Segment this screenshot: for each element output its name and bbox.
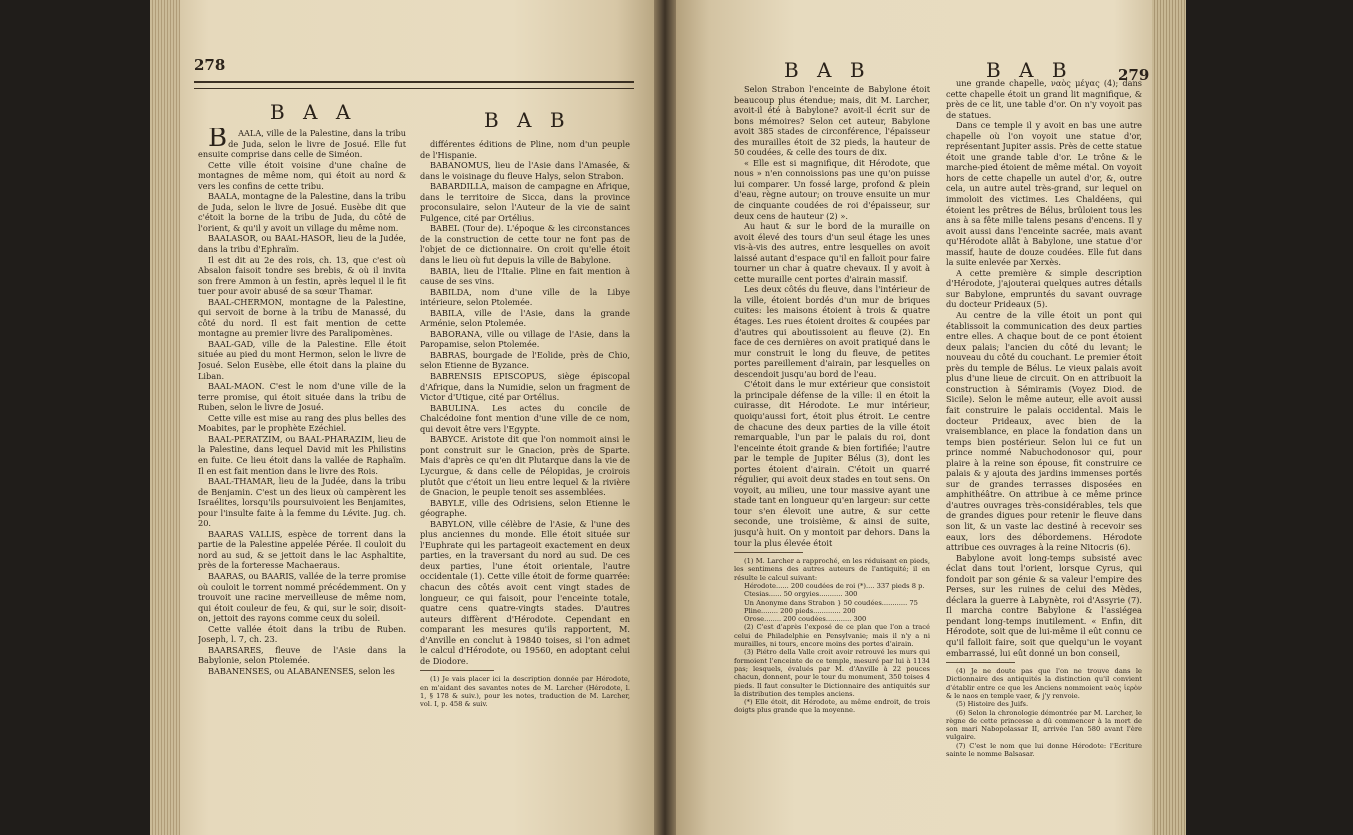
paragraph: Selon Strabon l'enceinte de Babylone étoit beaucoup plus étendue; mais, dit M. Larcher, avoit-il été à Babylone? avoit-il écrit sur de bons mémoires? Selon cet auteur, Babylone avoit 385 stades de circonférence, l'épaisseur des murailles étoit de 32 pieds, la hauteur de 50 coudées, & celle des tours de dix. — [734, 84, 930, 158]
paragraph: BABYLON, ville célèbre de l'Asie, & l'une des plus anciennes du monde. Elle étoit située sur l'Euphrate qui les partageoit exactement en deux parties, en la traversant du nord au sud. De ces deux parties, l'une étoit orientale, l'autre occidentale (1). Cette ville étoit de forme quarrée: chacun des côtés avoit cent vingt stades de longueur, ce qui faisoit, pour l'enceinte totale, quatre cens quatre-vingts stades. D'autres auteurs diffèrent d'Hérodote. Cependant en comparant les mesures qu'ils rapportent, M. d'Anville en conclut à 19840 toises, si l'on admet le calcul d'Hérodote, ou 19560, en adoptant celui de Diodore. — [420, 518, 630, 666]
left-page — [180, 0, 654, 835]
right-page-edges — [1152, 0, 1186, 835]
paragraph: BAAL-MAON. C'est le nom d'une ville de la terre promise, qui étoit située dans la tribu de Ruben, selon le livre de Josué. — [198, 381, 406, 413]
footnote-rule — [946, 662, 1015, 663]
footnotes — [946, 667, 1142, 758]
footnote-rule — [420, 670, 494, 671]
paragraph: BAARAS VALLIS, espèce de torrent dans la partie de la Palestine appelée Pérée. Il couloit du nord au sud, & se jettoit dans le lac Asphaltite, près de la forteresse Machaeraus. — [198, 528, 406, 571]
footnote: Hérodote...... 200 coudées de roi (*).... 337 pieds 8 p. — [744, 581, 925, 590]
running-head: B A A — [270, 100, 357, 124]
paragraph: BAAL-GAD, ville de la Palestine. Elle étoit située au pied du mont Hermon, selon le livre de Josué. Selon Eusèbe, elle étoit dans la plaine du Liban. — [198, 338, 406, 381]
footnote: (2) C'est d'après l'exposé de ce plan que l'on a tracé celui de Philadelphie en Pensylvanie; mais il n'y a ni murailles, ni tours, encore moins des portes d'airain. — [734, 623, 930, 649]
footnote: (7) C'est le nom que lui donne Hérodote: l'Ecriture sainte le nomme Balsasar. — [946, 741, 1142, 759]
paragraph: une grande chapelle, ναὸς μέγας (4); dans cette chapelle étoit un grand lit magnifique, & près de ce lit, une table d'or. On n'y voyoit pas de statues. — [946, 78, 1142, 120]
paragraph: A cette première & simple description d'Hérodote, j'ajouterai quelques autres détails sur Babylone, empruntés du savant ouvrage du docteur Prideaux (5). — [946, 267, 1142, 310]
paragraph: Au haut & sur le bord de la muraille on avoit élevé des tours d'un seul étage les unes vis-à-vis des autres, entre lesquelles on avoit laissé autant d'espace qu'il en falloit pour faire tourner un char à quatre chevaux. Il y avoit à cette muraille cent portes d'airain massif. — [734, 221, 930, 284]
paragraph: BAALASOR, ou BAAL-HASOR, lieu de la Judée, dans la tribu d'Ephraïm. — [198, 233, 406, 255]
paragraph: BABANENSES, ou ALABANENSES, selon les — [208, 665, 395, 676]
paragraph: BAAL-PERATZIM, ou BAAL-PHARAZIM, lieu de la Palestine, dans lequel David mit les Philistins en fuite. Ce lieu étoit dans la vallée de Raphaïm. Il en est fait mention dans le livre des Rois. — [198, 433, 406, 476]
paragraph: Les deux côtés du fleuve, dans l'intérieur de la ville, étoient bordés d'un mur de briques cuites: les maisons étoient à trois & quatre étages. Les rues étoient droites & coupées par d'autres qui aboutissoient au fleuve (2). En face de ces dernières on avoit pratiqué dans le mur construit le long du fleuve, de petites portes pareillement d'airain, par lesquelles on descendoit jusqu'au bord de l'eau. — [734, 284, 930, 379]
paragraph: C'étoit dans le mur extérieur que consistoit la principale défense de la ville: il en étoit la cuirasse, dit Hérodote. Le mur intérieur, quoiqu'aussi fort, étoit plus étroit. Le centre de chacune des deux parties de la ville étoit remarquable, l'un par le palais du roi, dont l'enceinte étoit grande & bien fortifiée; l'autre par le temple de Jupiter Bélus (3), dont les portes étoient d'airain. C'étoit un quarré régulier, qui avoit deux stades en tout sens. On voyoit, au milieu, une tour massive ayant une stade tant en longueur qu'en largeur: sur cette tour s'en élevoit une autre, & sur cette seconde, une troisième, & ainsi de suite, jusqu'à huit. On y montoit par dehors. Dans la tour la plus élevée étoit — [734, 379, 930, 548]
paragraph: BABANOMUS, lieu de l'Asie dans l'Amasée, & dans le voisinage du fleuve Halys, selon Strabon. — [420, 160, 630, 181]
paragraph: BABIA, lieu de l'Italie. Pline en fait mention à cause de ses vins. — [420, 265, 630, 287]
footnote: (*) Elle étoit, dit Hérodote, au même endroit, de trois doigts plus grande que la moyenne. — [734, 698, 930, 715]
paragraph: BABORANA, ville ou village de l'Asie, dans la Paropamise, selon Ptolemée. — [420, 328, 630, 350]
left-page-edges — [150, 0, 180, 835]
footnote: Ctesias...... 50 orgyies........... 300 — [744, 590, 858, 599]
text-column — [420, 139, 630, 829]
column-body — [946, 78, 1142, 658]
paragraph: BAARAS, ou BAARIS, vallée de la terre promise où couloit le torrent nommé précédemment. On y trouvoit une racine merveilleuse de même nom, qui étoit couleur de feu, & qui, sur le soir, disoit-on, jettoit des rayons comme ceux du soleil. — [198, 570, 406, 624]
paragraph: Cette ville étoit voisine d'une chaîne de montagnes de même nom, qui étoit au nord & vers les confins de cette tribu. — [198, 159, 406, 191]
text-column — [946, 78, 1142, 829]
footnote: Pline........ 200 pieds............. 200 — [744, 606, 856, 615]
paragraph: BAARSARES, fleuve de l'Asie dans la Babylonie, selon Ptolemée. — [198, 644, 406, 666]
paragraph: « Elle est si magnifique, dit Hérodote, que nous » n'en connoissions pas une qu'on puisse lui comparer. Un fossé large, profond & plein d'eau, règne autour; on trouve ensuite un mur de cinquante coudées de roi d'épaisseur, sur deux cens de hauteur (2) ». — [734, 157, 930, 221]
footnote: (4) Je ne doute pas que l'on ne trouve dans le Dictionnaire des antiquités la distinction qu'il convient d'établir entre ce que les Anciens nommoient ναὸς ἱερὸν & le naos en temple vaer, & j'y renvoie. — [946, 667, 1142, 700]
footnotes — [734, 557, 930, 715]
paragraph: BAALA, montagne de la Palestine, dans la tribu de Juda, selon le livre de Josué. Eusèbe dit que c'étoit la borne de la tribu de Juda, du côté de l'orient, & qu'il y avoit un village du même nom. — [198, 191, 406, 233]
footnote: (1) M. Larcher a rapproché, en les réduisant en pieds, les sentimens des autres auteurs de l'antiquité; il en résulte le calcul suivant: — [734, 557, 930, 582]
page-number: 278 — [194, 56, 226, 74]
paragraph: BABRENSIS EPISCOPUS, siège épiscopal d'Afrique, dans la Numidie, selon un fragment de Victor d'Utique, cité par Ortélius. — [420, 371, 630, 403]
running-head: B A B — [784, 58, 871, 82]
paragraph: différentes éditions de Pline, nom d'un peuple de l'Hispanie. — [420, 139, 630, 160]
footnote: (6) Selon la chronologie démontrée par M. Larcher, le règne de cette princesse a dû commencer à la mort de son mari Nabopolassar II, arrivée l'an 580 avant l'ère vulgaire. — [946, 708, 1142, 742]
paragraph: Cette vallée étoit dans la tribu de Ruben. Joseph, l. 7, ch. 23. — [198, 623, 406, 645]
paragraph: BAALA, ville de la Palestine, dans la tribu de Juda, selon le livre de Josué. Elle fut ensuite comprise dans celle de Siméon. — [198, 128, 406, 160]
paragraph: BABYLE, ville des Odrisiens, selon Etienne le géographe. — [420, 497, 630, 519]
paragraph: BABILDA, nom d'une ville de la Libye intérieure, selon Ptolemée. — [420, 286, 630, 308]
text-column — [198, 128, 406, 830]
footnote: (3) Piétro della Valle croit avoir retrouvé les murs qui formoient l'enceinte de ce temple, mesuré par lui à 1134 pas; lesquels, évalués par M. d'Anville à 22 pouces chacun, donnent, pour le tour du monument, 350 toises 4 pieds. Il faut consulter le Dictionnaire des antiquités sur la distribution des temples anciens. — [734, 648, 930, 698]
paragraph: BABARDILLA, maison de campagne en Afrique, dans le territoire de Sicca, dans la province proconsulaire, selon l'Auteur de la vie de saint Fulgence, cité par Ortélius. — [420, 181, 630, 223]
column-body — [734, 84, 930, 548]
page-number: 279 — [1118, 66, 1150, 84]
header-rule — [194, 81, 634, 89]
paragraph: BAAL-THAMAR, lieu de la Judée, dans la tribu de Benjamin. C'est un des lieux où campèrent les Israélites, lorsqu'ils poursuivoient les Benjamites, pour l'insulte faite à la femme du Lévite. Jug. ch. 20. — [198, 476, 406, 529]
paragraph: Cette ville est mise au rang des plus belles des Moabites, par le prophète Ezéchiel. — [198, 412, 406, 434]
paragraph: BABULINA. Les actes du concile de Chalcédoine font mention d'une ville de ce nom, qui devoit être vers l'Egypte. — [420, 402, 630, 434]
paragraph: Il est dit au 2e des rois, ch. 13, que c'est où Absalon faisoit tondre ses brebis, & où il invita son frere Ammon à un festin, après lequel il le fit tuer pour avoir abusé de sa sœur Thamar. — [198, 254, 406, 297]
right-page — [676, 0, 1152, 835]
footnote: (5) Histoire des Juifs. — [956, 700, 1029, 709]
paragraph: Au centre de la ville étoit un pont qui établissoit la communication des deux parties entre elles. A chaque bout de ce pont étoient deux palais; l'ancien du côté du levant; le nouveau du côté du couchant. Le premier étoit près du temple de Bélus. Le vieux palais avoit plus d'une lieue de circuit. On en attribuoit la construction à Sémiramis (Voyez Diod. de Sicile). Selon le même auteur, elle avoit aussi fait construire le palais occidental. Mais le docteur Prideaux, avec bien de la vraisemblance, en place la fondation dans un temps bien postérieur. Selon lui ce fut un prince nommé Nabuchodonosor qui, pour plaire à la reine son épouse, fit construire ce palais & y ajouta des jardins immenses portés sur de grandes terrasses disposées en amphithéâtre. On attribue à ce même prince d'autres ouvrages très-considérables, tels que de grandes digues pour retenir le fleuve dans son lit, & un vaste lac destiné à recevoir ses eaux, lors des débordemens. Hérodote attribue ces ouvrages à la reine Nitocris (6). — [946, 310, 1142, 553]
paragraph: BABEL (Tour de). L'époque & les circonstances de la construction de cette tour ne font pas de l'objet de ce dictionnaire. On croit qu'elle étoit dans le lieu où fut depuis la ville de Babylone. — [420, 223, 630, 266]
footnote: (1) Je vais placer ici la description donnée par Hérodote, en m'aidant des savantes notes de M. Larcher (Hérodote, l. 1, § 178 & suiv.), pour les notes, traduction de M. Larcher, vol. I, p. 458 & suiv. — [420, 675, 630, 709]
text-column — [734, 84, 930, 829]
footnote: Un Anonyme dans Strabon } 50 coudées............ 75 — [744, 598, 918, 607]
paragraph: BABYCE. Aristote dit que l'on nommoit ainsi le pont construit sur le Gnacion, près de Sparte. Mais d'après ce qu'en dit Plutarque dans la vie de Lycurgue, & dans celle de Pélopidas, je croirois plutôt que c'étoit un lieu entre lequel & la rivière de Gnacion, le peuple tenoit ses assemblées. — [420, 434, 630, 498]
paragraph: BAAL-CHERMON, montagne de la Palestine, qui servoit de borne à la tribu de Manassé, du côté du nord. Il est fait mention de cette montagne au premier livre des Paralipomènes. — [198, 296, 406, 339]
paragraph: BABILA, ville de l'Asie, dans la grande Arménie, selon Ptolemée. — [420, 307, 630, 329]
footnote-rule — [734, 552, 803, 553]
paragraph: Babylone avoit long-temps subsisté avec éclat dans tout l'orient, lorsque Cyrus, qui fondoit par son génie & sa valeur l'empire des Perses, sur les ruines de celui des Mèdes, déclara la guerre à Labynète, roi d'Assyrie (7). Il marcha contre Babylone & l'assiégea pendant long-temps inutilement. « Enfin, dit Hérodote, soit que de lui-même il eût connu ce qu'il falloit faire, soit que quelqu'un le voyant embarrassé, lui eût donné un bon conseil, — [946, 552, 1142, 658]
running-head: B A B — [484, 108, 571, 132]
paragraph: BABRAS, bourgade de l'Eolide, près de Chio, selon Etienne de Byzance. — [420, 349, 630, 371]
book-gutter — [654, 0, 676, 835]
running-head: B A B — [986, 58, 1073, 82]
paragraph: Dans ce temple il y avoit en bas une autre chapelle où l'on voyoit une statue d'or, représentant Jupiter assis. Près de cette statue étoit une grande table d'or. Le trône & le marche-pied étoient de même métal. On voyoit hors de cette chapelle un autel d'or, &, outre cela, un autre autel très-grand, sur lequel on immoloit des victimes. Les Chaldéens, qui étoient les prêtres de Bélus, brûloient tous les ans à sa fête mille talens pesans d'encens. Il y avoit aussi dans l'enceinte sacrée, mais avant qu'Hérodote allât à Babylone, une statue d'or massif, haute de douze coudées. Elle fut dans la suite enlevée par Xerxès. — [946, 120, 1142, 268]
column-body — [420, 139, 630, 666]
footnote: Orose........ 200 coudées............ 300 — [744, 615, 867, 624]
